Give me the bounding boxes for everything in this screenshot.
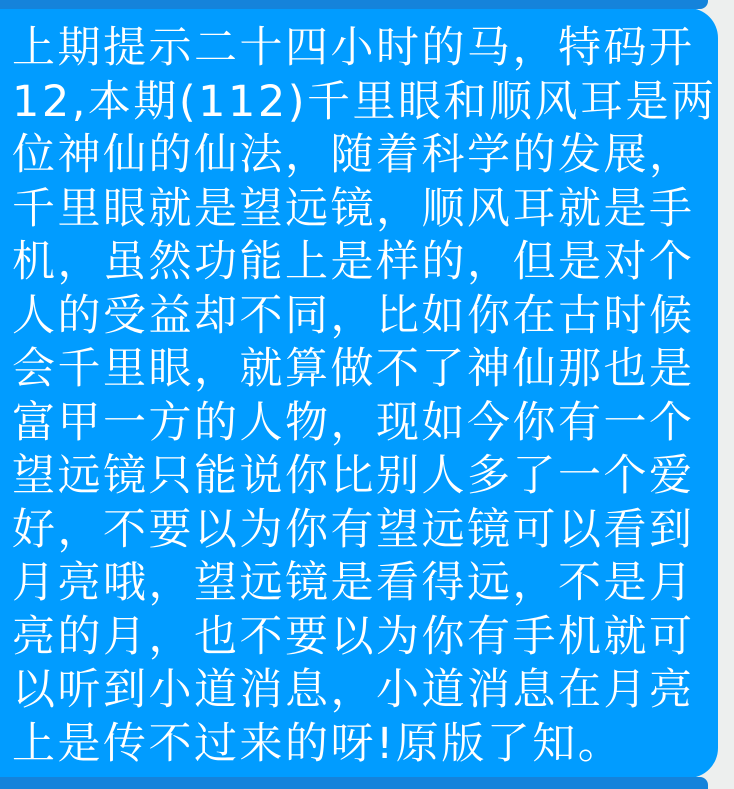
message-bubble — [0, 8, 718, 778]
message-line: 望远镜只能说你比别人多了一个爱 — [12, 451, 695, 501]
cropped-bubble-above — [0, 0, 708, 9]
message-line: 上期提示二十四小时的马，特码开 — [12, 23, 695, 73]
message-text — [12, 22, 717, 771]
message-line: 位神仙的仙法，随着科学的发展， — [12, 130, 695, 180]
message-line: 以听到小道消息，小道消息在月亮 — [12, 665, 695, 715]
message-line: 好，不要以为你有望远镜可以看到 — [12, 504, 695, 555]
message-line: 千里眼就是望远镜，顺风耳就是手 — [12, 183, 695, 234]
message-line: 富甲一方的人物，现如今你有一个 — [12, 397, 695, 448]
message-line: 会千里眼，就算做不了神仙那也是 — [12, 344, 695, 394]
cropped-bubble-below — [0, 777, 708, 789]
message-line: 人的受益却不同，比如你在古时候 — [12, 290, 695, 341]
message-line: 机，虽然功能上是样的，但是对个 — [12, 237, 695, 287]
message-line: 上是传不过来的呀!原版了知。 — [12, 718, 624, 769]
message-line: 月亮哦，望远镜是看得远，不是月 — [12, 558, 695, 608]
message-line: 亮的月，也不要以为你有手机就可 — [12, 611, 695, 662]
message-line: 12,本期(112)千里眼和顺风耳是两 — [12, 76, 717, 127]
